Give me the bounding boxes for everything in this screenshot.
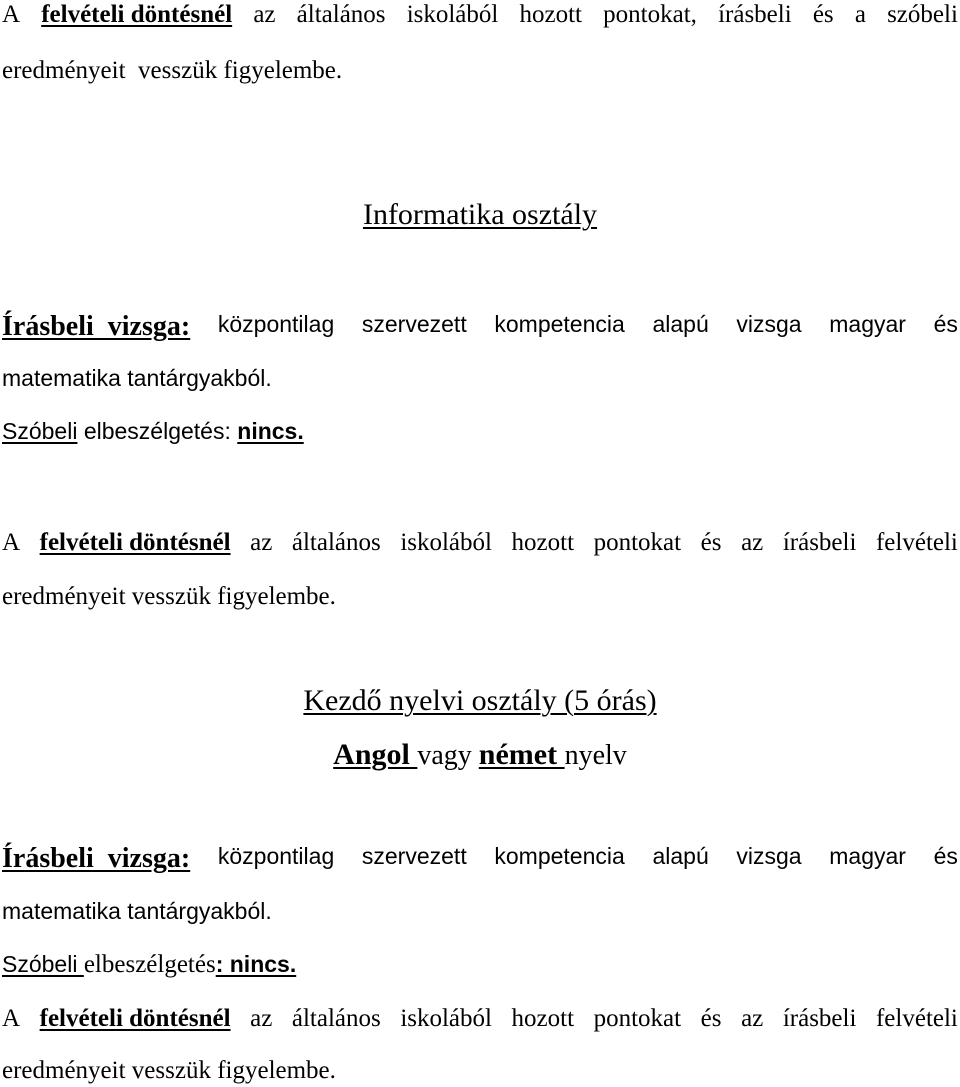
word: A [2, 1005, 21, 1032]
paragraph-3-line-1 [2, 530, 958, 555]
word: szervezett [361, 311, 467, 337]
word: vizsga [736, 843, 802, 869]
emphasis-felveteli-dontesnel: felvételi döntésnél [39, 1005, 231, 1032]
word: iskolából [406, 1, 499, 28]
paragraph-4-line-1 [2, 845, 958, 873]
word: az [250, 529, 273, 556]
paragraph-5-line-1 [2, 1006, 958, 1031]
word: iskolából [400, 1005, 492, 1032]
word: a [854, 1, 866, 28]
paragraph-3-line-2: eredményeit vesszük figyelembe. [2, 583, 336, 610]
word: írásbeli [782, 1005, 857, 1032]
label-irasbeli-vizsga: Írásbeli vizsga: [2, 843, 191, 874]
word: hozott [519, 1, 583, 28]
word: központilag [217, 843, 335, 869]
word: általános [296, 1, 386, 28]
word: A [2, 1, 21, 28]
oral-text: elbeszélgetés: [77, 418, 238, 444]
heading-kezdo-nyelvi-osztaly [2, 686, 958, 716]
word: az [250, 1005, 273, 1032]
word: alapú [652, 843, 709, 869]
word: az [741, 1005, 764, 1032]
word: és [700, 1005, 722, 1032]
paragraph-4-line-3 [2, 952, 958, 977]
word: írásbeli [782, 529, 857, 556]
oral-text: elbeszélgetés [83, 951, 216, 978]
word: az [741, 529, 764, 556]
word: általános [291, 529, 381, 556]
paragraph-2-line-2: matematika tantárgyakból. [2, 365, 272, 391]
word: magyar [829, 311, 906, 337]
word: hozott [511, 529, 575, 556]
word: az [253, 1, 276, 28]
label-szobeli: Szóbeli [2, 418, 78, 444]
word: és [700, 529, 722, 556]
word: és [933, 311, 958, 337]
heading-languages [2, 740, 958, 770]
paragraph-2-line-1 [2, 313, 958, 341]
word: alapú [652, 311, 709, 337]
word: vizsga [736, 311, 802, 337]
word: kompetencia [494, 311, 625, 337]
emphasis-felveteli-dontesnel: felvételi döntésnél [41, 1, 233, 28]
word: kompetencia [494, 843, 625, 869]
word: pontokat [593, 1005, 682, 1032]
word: központilag [217, 311, 335, 337]
word: pontokat [593, 529, 682, 556]
word-nyelv: nyelv [564, 740, 627, 771]
word: írásbeli [718, 1, 792, 28]
language-angol: Angol [333, 738, 418, 771]
paragraph-1-line-2: eredményeit vesszük figyelembe. [2, 57, 343, 84]
paragraph-1-line-1 [2, 2, 958, 27]
oral-value: nincs. [237, 418, 304, 444]
word: szóbeli [887, 1, 958, 28]
word: hozott [511, 1005, 575, 1032]
word: és [933, 843, 958, 869]
oral-value: : nincs. [215, 951, 297, 977]
label-szobeli: Szóbeli [2, 951, 84, 977]
word-vagy: vagy [417, 740, 479, 771]
word: általános [291, 1005, 381, 1032]
paragraph-5-line-2: eredményeit vesszük figyelembe. [2, 1057, 336, 1084]
paragraph-4-line-2: matematika tantárgyakból. [2, 898, 272, 924]
word: A [2, 529, 21, 556]
word: magyar [829, 843, 906, 869]
heading-text: Kezdő nyelvi osztály (5 órás) [303, 684, 657, 717]
emphasis-felveteli-dontesnel: felvételi döntésnél [39, 529, 231, 556]
heading-text: Informatika osztály [362, 198, 598, 231]
word: és [812, 1, 834, 28]
word: felvételi [875, 529, 958, 556]
word: szervezett [361, 843, 467, 869]
language-nemet: német [478, 738, 565, 771]
word: iskolából [400, 529, 492, 556]
label-irasbeli-vizsga: Írásbeli vizsga: [2, 311, 191, 342]
word: felvételi [875, 1005, 958, 1032]
heading-informatika-osztaly [2, 200, 958, 230]
paragraph-2-line-3 [2, 420, 958, 443]
word: pontokat, [603, 1, 697, 28]
